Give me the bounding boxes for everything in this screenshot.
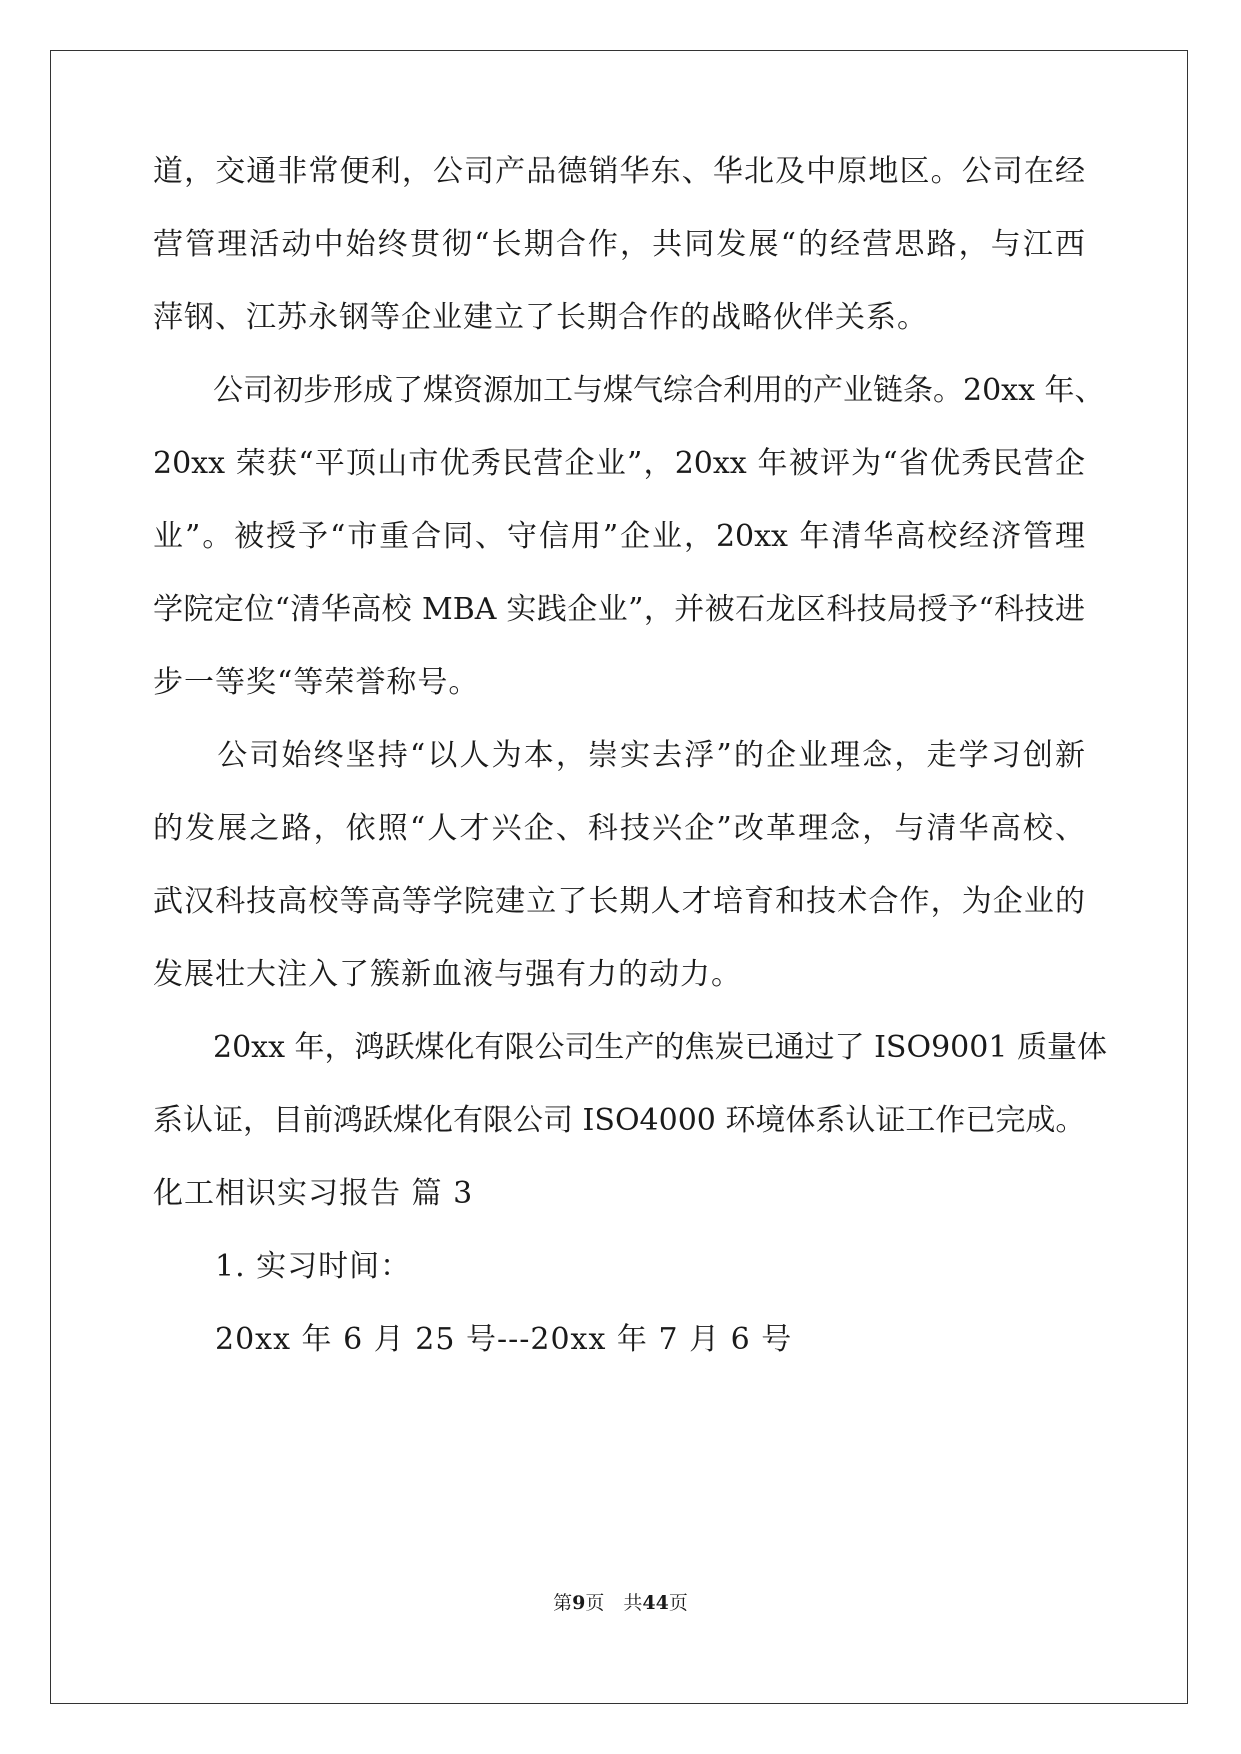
body-line: 萍钢、江苏永钢等企业建立了长期合作的战略伙伴关系。 xyxy=(153,300,928,335)
list-item: 1. 实习时间： xyxy=(153,1249,412,1284)
body-line: 公司始终坚持“以人为本，崇实去浮”的企业理念，走学习创新 xyxy=(153,738,1085,773)
body-line: 营管理活动中始终贯彻“长期合作，共同发展“的经营思路，与江西 xyxy=(153,227,1085,262)
footer-mid: 页 共 xyxy=(585,1592,643,1614)
body-line: 发展壮大注入了簇新血液与强有力的动力。 xyxy=(153,957,742,992)
page-total: 44 xyxy=(642,1592,669,1614)
page-footer xyxy=(0,1590,1241,1616)
body-line: 步一等奖“等荣誉称号。 xyxy=(153,665,480,700)
footer-suffix: 页 xyxy=(668,1592,688,1614)
body-line: 20xx 年 6 月 25 号---20xx 年 7 月 6 号 xyxy=(153,1322,793,1357)
body-line: 系认证，目前鸿跃煤化有限公司 ISO4000 环境体系认证工作已完成。 xyxy=(153,1103,1086,1138)
footer-prefix: 第 xyxy=(553,1592,573,1614)
body-line: 道，交通非常便利，公司产品德销华东、华北及中原地区。公司在经 xyxy=(153,154,1085,189)
body-line: 的发展之路，依照“人才兴企、科技兴企”改革理念，与清华高校、 xyxy=(153,811,1085,846)
body-line: 学院定位“清华高校 MBA 实践企业”，并被石龙区科技局授予“科技进 xyxy=(153,592,1085,627)
body-line: 20xx 荣获“平顶山市优秀民营企业”，20xx 年被评为“省优秀民营企 xyxy=(153,446,1085,481)
body-line: 武汉科技高校等高等学院建立了长期人才培育和技术合作，为企业的 xyxy=(153,884,1085,919)
page-number: 9 xyxy=(572,1592,586,1614)
body-line: 20xx 年，鸿跃煤化有限公司生产的焦炭已通过了 ISO9001 质量体 xyxy=(153,1030,1107,1065)
body-line: 公司初步形成了煤资源加工与煤气综合利用的产业链条。20xx 年、 xyxy=(153,373,1105,408)
section-heading: 化工相识实习报告 篇 3 xyxy=(153,1176,474,1211)
body-line: 业”。被授予“市重合同、守信用”企业，20xx 年清华高校经济管理 xyxy=(153,519,1085,554)
